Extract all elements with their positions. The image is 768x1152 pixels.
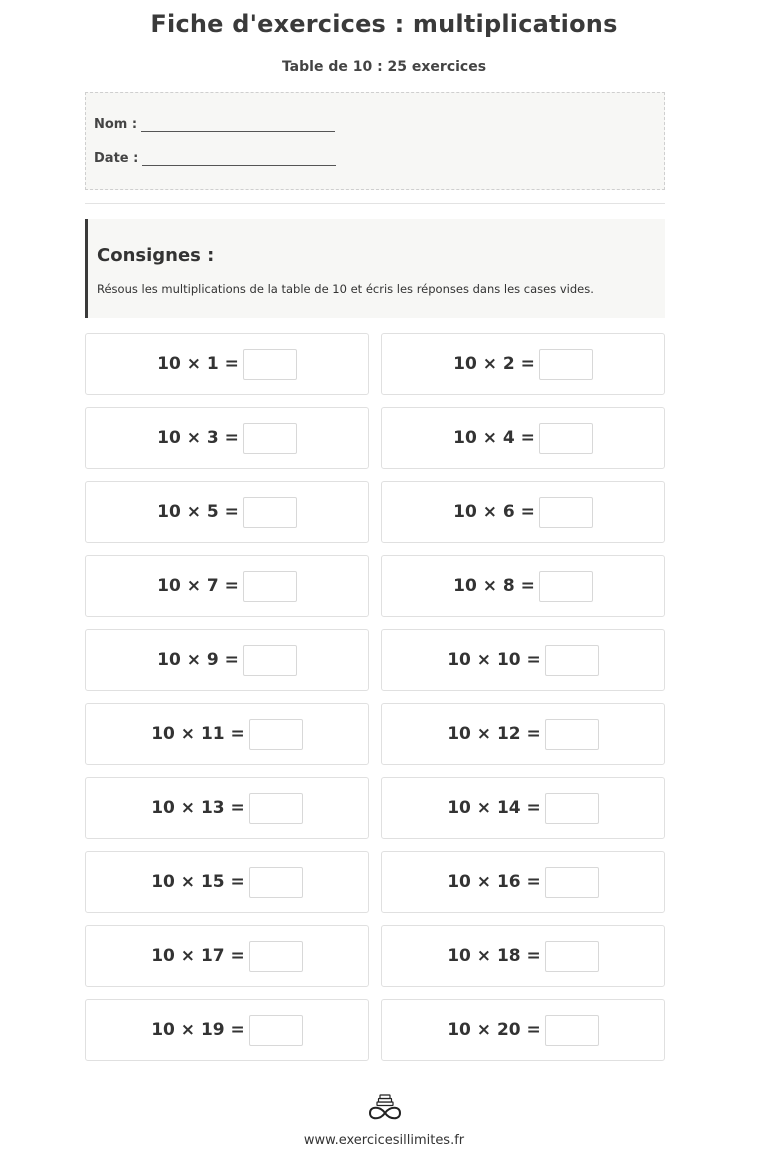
exercise-expression: 10 × 16 = bbox=[447, 872, 541, 892]
exercise-card bbox=[381, 555, 665, 617]
exercise-expression: 10 × 15 = bbox=[151, 872, 245, 892]
answer-box[interactable] bbox=[545, 793, 599, 824]
date-blank-line[interactable] bbox=[142, 153, 336, 166]
instructions-box bbox=[85, 219, 665, 318]
exercise-expression: 10 × 3 = bbox=[157, 428, 239, 448]
answer-box[interactable] bbox=[243, 571, 297, 602]
page-subtitle: Table de 10 : 25 exercices bbox=[281, 59, 487, 75]
exercise-expression: 10 × 8 = bbox=[453, 576, 535, 596]
answer-box[interactable] bbox=[249, 941, 303, 972]
divider bbox=[85, 203, 665, 204]
website-url[interactable]: www.exercicesillimites.fr bbox=[303, 1133, 465, 1148]
exercise-card bbox=[85, 481, 369, 543]
answer-box[interactable] bbox=[249, 719, 303, 750]
exercise-expression: 10 × 11 = bbox=[151, 724, 245, 744]
exercise-card bbox=[381, 481, 665, 543]
answer-box[interactable] bbox=[243, 349, 297, 380]
instructions-title: Consignes : bbox=[97, 245, 215, 266]
exercise-expression: 10 × 20 = bbox=[447, 1020, 541, 1040]
exercise-card bbox=[381, 629, 665, 691]
exercise-card bbox=[85, 703, 369, 765]
exercise-card bbox=[381, 777, 665, 839]
exercise-card bbox=[381, 703, 665, 765]
answer-box[interactable] bbox=[243, 645, 297, 676]
exercise-expression: 10 × 19 = bbox=[151, 1020, 245, 1040]
answer-box[interactable] bbox=[539, 349, 593, 380]
exercise-expression: 10 × 2 = bbox=[453, 354, 535, 374]
exercise-expression: 10 × 9 = bbox=[157, 650, 239, 670]
exercise-expression: 10 × 1 = bbox=[157, 354, 239, 374]
exercise-expression: 10 × 12 = bbox=[447, 724, 541, 744]
exercise-card bbox=[381, 999, 665, 1061]
name-row bbox=[94, 117, 335, 132]
exercise-expression: 10 × 6 = bbox=[453, 502, 535, 522]
exercise-expression: 10 × 10 = bbox=[447, 650, 541, 670]
instructions-text: Résous les multiplications de la table de 10 et écris les réponses dans les cases vides. bbox=[97, 282, 594, 296]
exercise-card bbox=[381, 407, 665, 469]
exercise-expression: 10 × 5 = bbox=[157, 502, 239, 522]
exercise-card bbox=[381, 851, 665, 913]
exercise-card bbox=[85, 851, 369, 913]
exercise-expression: 10 × 17 = bbox=[151, 946, 245, 966]
exercise-card bbox=[381, 333, 665, 395]
answer-box[interactable] bbox=[539, 571, 593, 602]
exercise-card bbox=[85, 629, 369, 691]
date-label: Date : bbox=[94, 151, 139, 166]
page-title: Fiche d'exercices : multiplications bbox=[150, 10, 618, 38]
answer-box[interactable] bbox=[249, 867, 303, 898]
answer-box[interactable] bbox=[539, 423, 593, 454]
answer-box[interactable] bbox=[249, 1015, 303, 1046]
exercise-card bbox=[85, 555, 369, 617]
exercise-expression: 10 × 18 = bbox=[447, 946, 541, 966]
name-label: Nom : bbox=[94, 117, 138, 132]
answer-box[interactable] bbox=[243, 497, 297, 528]
exercise-expression: 10 × 4 = bbox=[453, 428, 535, 448]
answer-box[interactable] bbox=[545, 941, 599, 972]
answer-box[interactable] bbox=[249, 793, 303, 824]
name-blank-line[interactable] bbox=[141, 119, 335, 132]
exercise-expression: 10 × 14 = bbox=[447, 798, 541, 818]
exercise-grid bbox=[85, 333, 666, 1061]
answer-box[interactable] bbox=[545, 719, 599, 750]
exercise-card bbox=[85, 407, 369, 469]
exercise-card bbox=[85, 333, 369, 395]
answer-box[interactable] bbox=[545, 867, 599, 898]
exercise-expression: 10 × 7 = bbox=[157, 576, 239, 596]
answer-box[interactable] bbox=[243, 423, 297, 454]
student-info-box bbox=[85, 92, 665, 190]
infinity-books-icon bbox=[366, 1092, 404, 1122]
answer-box[interactable] bbox=[539, 497, 593, 528]
date-row bbox=[94, 151, 336, 166]
exercise-card bbox=[85, 999, 369, 1061]
answer-box[interactable] bbox=[545, 645, 599, 676]
answer-box[interactable] bbox=[545, 1015, 599, 1046]
exercise-card bbox=[381, 925, 665, 987]
exercise-card bbox=[85, 777, 369, 839]
exercise-expression: 10 × 13 = bbox=[151, 798, 245, 818]
exercise-card bbox=[85, 925, 369, 987]
